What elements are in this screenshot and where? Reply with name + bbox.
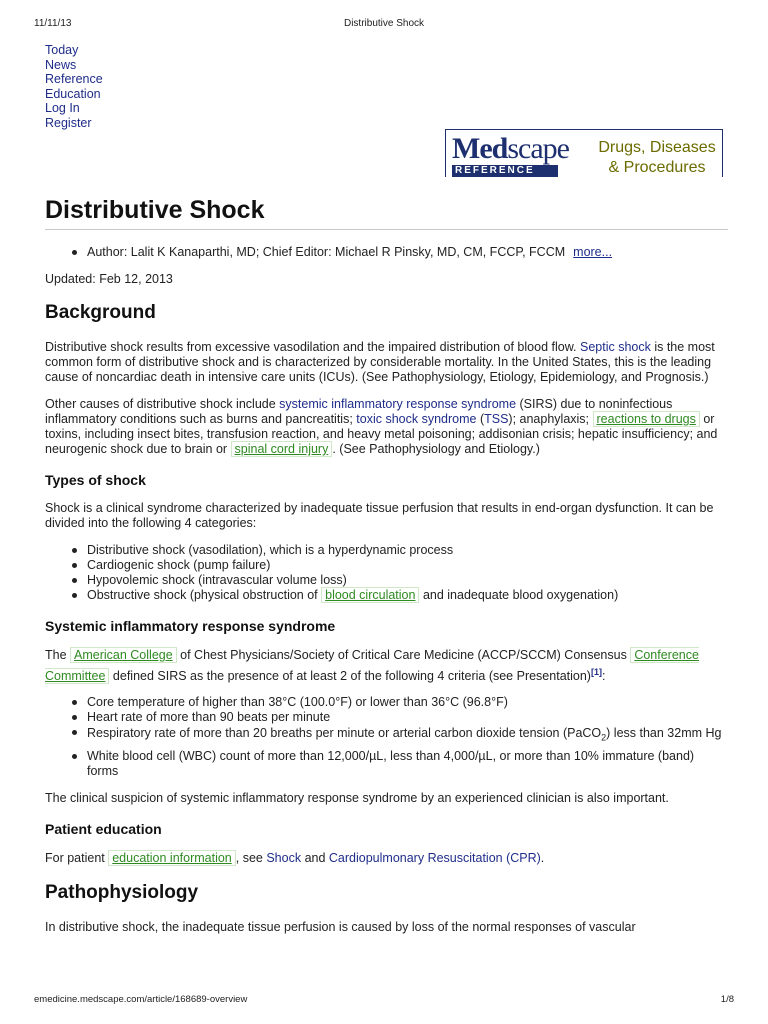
author-line: Author: Lalit K Kanaparthi, MD; Chief Editor: Michael R Pinsky, MD, CM, FCCP, FCCM more... bbox=[45, 245, 728, 259]
print-url: emedicine.medscape.com/article/168689-overview bbox=[34, 994, 248, 1005]
updated-date: Updated: Feb 12, 2013 bbox=[45, 272, 173, 286]
logo-wordmark: Medscape bbox=[452, 132, 569, 165]
medscape-logo[interactable] bbox=[445, 129, 723, 177]
nav-register[interactable]: Register bbox=[45, 115, 92, 130]
nav-education[interactable]: Education bbox=[45, 86, 101, 101]
pathophysiology-paragraph: In distributive shock, the inadequate tissue perfusion is caused by loss of the normal responses of vascular bbox=[45, 919, 636, 934]
education-information-link[interactable]: education information bbox=[108, 850, 236, 866]
sirs-paragraph: The American College of Chest Physicians/Society of Critical Care Medicine (ACCP/SCCM) Consensus Conference Committee defined SIRS as the presence of at least 2 of the following 4 criteria (see Presentation)[1]: bbox=[45, 648, 699, 684]
page-title: Distributive Shock bbox=[45, 195, 728, 230]
septic-shock-link[interactable]: Septic shock bbox=[579, 340, 651, 354]
print-header bbox=[0, 18, 768, 32]
sirs-criteria-list bbox=[45, 695, 728, 779]
american-college-link[interactable]: American College bbox=[70, 647, 177, 663]
blood-circulation-link[interactable]: blood circulation bbox=[321, 587, 419, 603]
list-item: White blood cell (WBC) count of more than 12,000/µL, less than 4,000/µL, or more than 10% immature (band) forms bbox=[45, 749, 728, 779]
toxic-shock-link[interactable]: toxic shock syndrome bbox=[356, 412, 477, 426]
nav-login[interactable]: Log In bbox=[45, 101, 80, 116]
subheading-patient-education: Patient education bbox=[45, 820, 162, 837]
logo-tagline: Drugs, Diseases & Procedures bbox=[598, 139, 716, 176]
types-list bbox=[45, 543, 728, 603]
top-nav bbox=[45, 43, 103, 131]
list-item: Obstructive shock (physical obstruction of blood circulation and inadequate blood oxygenation) bbox=[45, 588, 728, 603]
logo-reference-bar: REFERENCE bbox=[452, 165, 558, 177]
nav-news[interactable]: News bbox=[45, 57, 77, 72]
drug-reactions-link[interactable]: reactions to drugs bbox=[593, 411, 700, 427]
print-page-number: 1/8 bbox=[720, 994, 734, 1005]
sirs-link[interactable]: systemic inflammatory response syndrome bbox=[279, 397, 517, 411]
reference-1-link[interactable]: [1] bbox=[590, 667, 602, 677]
education-paragraph: For patient education information , see Shock and Cardiopulmonary Resuscitation (CPR). bbox=[45, 850, 545, 865]
nav-reference[interactable]: Reference bbox=[45, 72, 103, 87]
spinal-cord-injury-link[interactable]: spinal cord injury bbox=[231, 441, 333, 457]
print-date: 11/11/13 bbox=[34, 18, 72, 29]
background-paragraph-1: Distributive shock results from excessive vasodilation and the impaired distribution of blood flow. Septic shock is the most common form of distributive shock and is characterized by considerable mortality. In the United States, this is the leading cause of noncardiac death in intensive care units (ICUs). (See Pathophysiology, Etiology, Epidemiology, and Prognosis.) bbox=[45, 340, 715, 384]
list-item: Distributive shock (vasodilation), which is a hyperdynamic process bbox=[45, 543, 728, 558]
tss-link[interactable]: TSS bbox=[484, 412, 509, 426]
list-item: Cardiogenic shock (pump failure) bbox=[45, 558, 728, 573]
cpr-link[interactable]: Cardiopulmonary Resuscitation (CPR) bbox=[328, 850, 541, 865]
subheading-types-of-shock: Types of shock bbox=[45, 472, 146, 488]
list-item: Hypovolemic shock (intravascular volume loss) bbox=[45, 573, 728, 588]
section-heading-background: Background bbox=[45, 302, 156, 323]
background-paragraph-2: Other causes of distributive shock include systemic inflammatory response syndrome (SIRS) due to noninfectious inflammatory conditions such as burns and pancreatitis; toxic shock syndrome (TSS); anaphylaxis; reactions to drugs or toxins, including insect bites, transfusion reaction, and heavy metal poisoning; addisonian crisis; hepatic insufficiency; and neurogenic shock due to brain or spinal cord injury . (See Pathophysiology and Etiology.) bbox=[45, 397, 718, 456]
nav-today[interactable]: Today bbox=[45, 43, 79, 57]
shock-link[interactable]: Shock bbox=[266, 850, 302, 865]
article bbox=[45, 195, 728, 935]
list-item: Heart rate of more than 90 beats per minute bbox=[45, 710, 728, 725]
types-intro: Shock is a clinical syndrome characterized by inadequate tissue perfusion that results in end-organ dysfunction. It can be divided into the following 4 categories: bbox=[45, 501, 714, 530]
subheading-sirs: Systemic inflammatory response syndrome bbox=[45, 618, 336, 634]
section-heading-pathophysiology: Pathophysiology bbox=[45, 881, 199, 903]
conference-committee-link[interactable]: Conference Committee bbox=[45, 648, 699, 684]
list-item: Core temperature of higher than 38°C (100.0°F) or lower than 36°C (96.8°F) bbox=[45, 695, 728, 710]
sirs-closing: The clinical suspicion of systemic inflammatory response syndrome by an experienced clinician is also important. bbox=[45, 790, 669, 805]
author-more-link[interactable]: more... bbox=[573, 245, 613, 259]
print-title: Distributive Shock bbox=[343, 18, 425, 29]
list-item: Respiratory rate of more than 20 breaths per minute or arterial carbon dioxide tension (PaCO$_2$) less than 32mm Hg bbox=[45, 725, 728, 747]
